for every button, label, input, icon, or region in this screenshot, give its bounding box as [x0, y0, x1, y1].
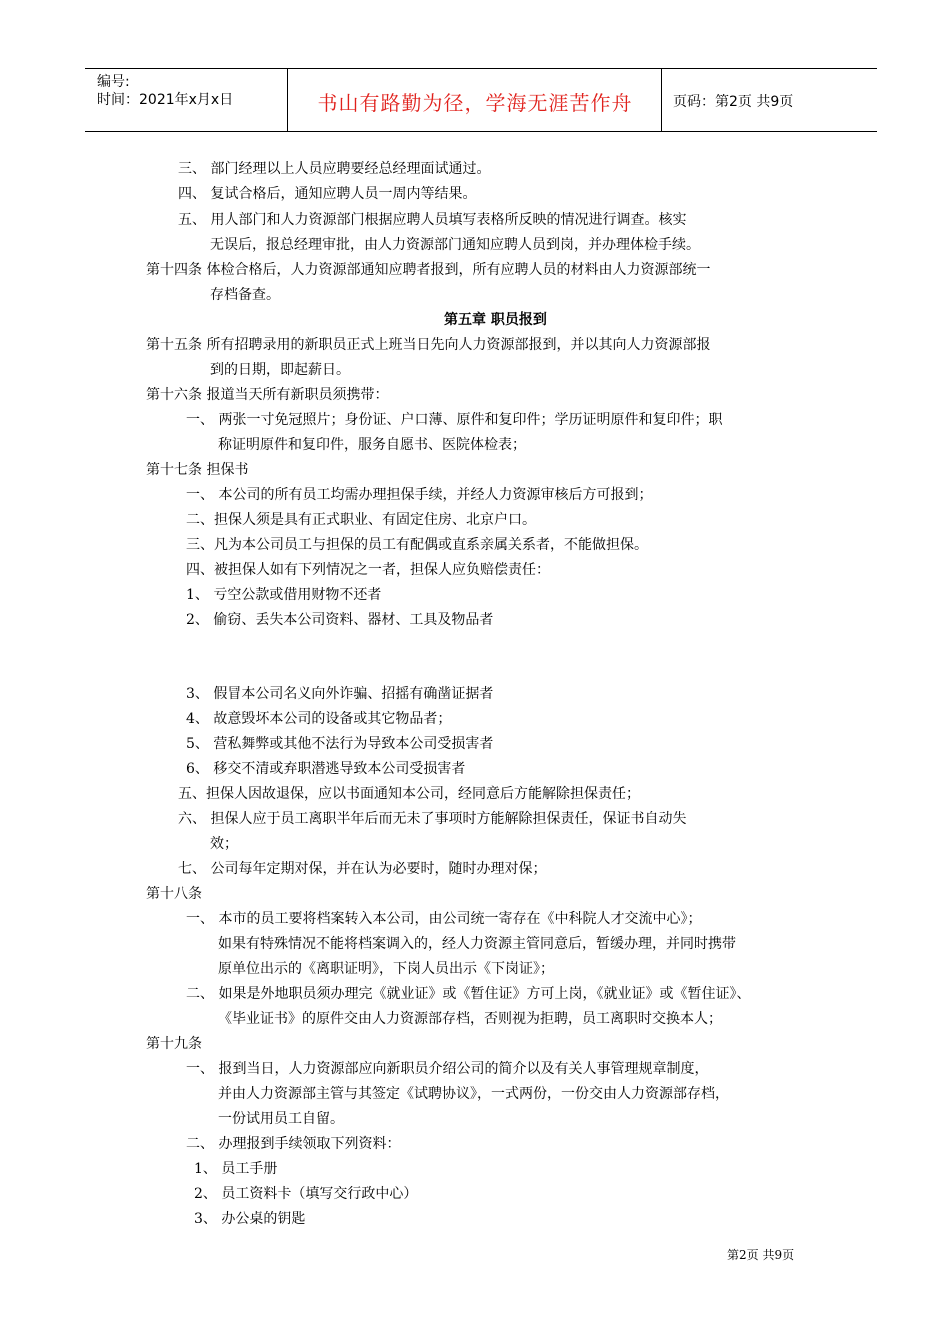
body-text-line: 五、 用人部门和人力资源部门根据应聘人员填写表格所反映的情况进行调查。核实 [178, 212, 687, 228]
body-text-line: 二、 办理报到手续领取下列资料： [186, 1136, 401, 1152]
body-text-line: 并由人力资源部主管与其签定《试聘协议》，一式两份，一份交由人力资源部存档， [218, 1086, 729, 1102]
body-text-line: 第十六条 报道当天所有新职员须携带： [146, 387, 389, 403]
header-motto: 书山有路勤为径，学海无涯苦作舟 [317, 91, 633, 115]
header-divider [287, 69, 288, 131]
body-text-line: 1、 亏空公款或借用财物不还者 [186, 587, 382, 603]
body-text-line: 到的日期，即起薪日。 [210, 362, 350, 378]
body-text-line: 三、 部门经理以上人员应聘要经总经理面试通过。 [178, 161, 491, 177]
body-text-line: 原单位出示的《离职证明》，下岗人员出示《下岗证》； [218, 961, 554, 977]
body-text-line: 一、 本公司的所有员工均需办理担保手续，并经人力资源审核后方可报到； [186, 487, 653, 503]
body-text-line: 六、 担保人应于员工离职半年后而无未了事项时方能解除担保责任，保证书自动失 [178, 811, 687, 827]
body-text-line: 第十四条 体检合格后，人力资源部通知应聘者报到，所有应聘人员的材料由人力资源部统一 [146, 262, 711, 278]
body-text-line: 第十九条 [146, 1036, 202, 1052]
page-footer: 第2页 共9页 [727, 1248, 795, 1262]
body-text-line: 存档备查。 [210, 287, 280, 303]
header-divider [661, 69, 662, 131]
header-page-label: 页码：第2页 共9页 [673, 94, 794, 110]
body-text-line: 1、 员工手册 [194, 1161, 278, 1177]
body-text-line: 如果有特殊情况不能将档案调入的，经人力资源主管同意后，暂缓办理，并同时携带 [218, 936, 736, 952]
body-text-line: 4、 故意毁坏本公司的设备或其它物品者； [186, 711, 452, 727]
page-header [85, 68, 877, 132]
body-text-line: 3、 办公桌的钥匙 [194, 1211, 306, 1227]
header-number-label: 编号: [97, 74, 130, 90]
header-time-label: 时间：2021年x月x日 [97, 92, 234, 108]
body-text-line: 二、 如果是外地职员须办理完《就业证》或《暂住证》方可上岗，《就业证》或《暂住证》、 [186, 986, 751, 1002]
body-text-line: 二、担保人须是具有正式职业、有固定住房、北京户口。 [186, 512, 536, 528]
body-text-line: 一、 两张一寸免冠照片；身份证、户口薄、原件和复印件；学历证明原件和复印件；职 [186, 412, 723, 428]
body-text-line: 5、 营私舞弊或其他不法行为导致本公司受损害者 [186, 736, 494, 752]
body-text-line: 七、 公司每年定期对保，并在认为必要时，随时办理对保； [178, 861, 547, 877]
body-text-line: 第十八条 [146, 886, 202, 902]
chapter-heading: 第五章 职员报到 [444, 312, 547, 328]
body-text-line: 四、 复试合格后，通知应聘人员一周内等结果。 [178, 186, 477, 202]
body-text-line: 称证明原件和复印件，服务自愿书、医院体检表； [218, 437, 526, 453]
body-text-line: 三、凡为本公司员工与担保的员工有配偶或直系亲属关系者，不能做担保。 [186, 537, 648, 553]
body-text-line: 第十五条 所有招聘录用的新职员正式上班当日先向人力资源部报到，并以其向人力资源部报 [146, 337, 711, 353]
body-text-line: 五、担保人因故退保，应以书面通知本公司，经同意后方能解除担保责任； [178, 786, 640, 802]
body-text-line: 6、 移交不清或弃职潜逃导致本公司受损害者 [186, 761, 466, 777]
body-text-line: 第十七条 担保书 [146, 462, 249, 478]
body-text-line: 四、被担保人如有下列情况之一者，担保人应负赔偿责任： [186, 562, 550, 578]
body-text-line: 无误后，报总经理审批，由人力资源部门通知应聘人员到岗，并办理体检手续。 [210, 237, 700, 253]
body-text-line: 2、 偷窃、丢失本公司资料、器材、工具及物品者 [186, 612, 494, 628]
body-text-line: 效； [210, 836, 238, 852]
body-text-line: 一、 本市的员工要将档案转入本公司，由公司统一寄存在《中科院人才交流中心》； [186, 911, 702, 927]
header-meta [97, 73, 233, 109]
body-text-line: 2、 员工资料卡（填写交行政中心） [194, 1186, 418, 1202]
body-text-line: 《毕业证书》的原件交由人力资源部存档，否则视为拒聘，员工离职时交换本人； [218, 1011, 722, 1027]
body-text-line: 一份试用员工自留。 [218, 1111, 344, 1127]
body-text-line: 3、 假冒本公司名义向外诈骗、招摇有确凿证据者 [186, 686, 494, 702]
body-text-line: 一、 报到当日，人力资源部应向新职员介绍公司的简介以及有关人事管理规章制度， [186, 1061, 709, 1077]
